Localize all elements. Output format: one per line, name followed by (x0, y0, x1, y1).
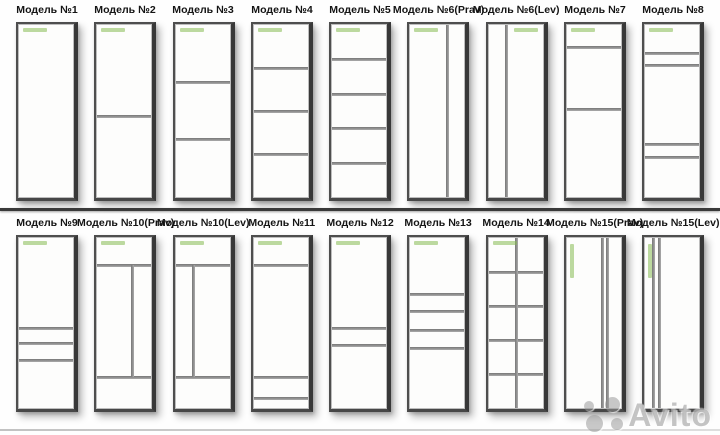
bottom-edge-line (0, 429, 720, 431)
green-watermark-tag (571, 28, 595, 32)
door-schematic--12 (329, 235, 391, 412)
green-watermark-tag (258, 28, 282, 32)
horizontal-divider (97, 376, 151, 379)
vertical-divider (606, 238, 609, 408)
door-panel (488, 237, 544, 409)
green-watermark-tag (180, 28, 204, 32)
model-label: Модель №11 (248, 217, 316, 229)
door-panel (331, 237, 387, 409)
model-label: Модель №7 (564, 4, 626, 16)
model-cell--11 (243, 217, 321, 412)
model-label: Модель №6(Prav) (392, 4, 484, 16)
horizontal-divider (410, 347, 464, 350)
horizontal-divider (176, 81, 230, 84)
door-panel (18, 237, 74, 409)
green-watermark-tag (336, 28, 360, 32)
door-panel (409, 24, 465, 198)
model-cell--5 (321, 4, 399, 201)
horizontal-divider (332, 127, 386, 130)
model-label: Модель №14 (482, 217, 551, 229)
horizontal-divider (254, 376, 308, 379)
model-label: Модель №4 (251, 4, 313, 16)
door-schematic--15(prav) (564, 235, 626, 412)
vertical-divider (652, 238, 655, 408)
green-watermark-tag (570, 244, 574, 278)
horizontal-divider (19, 359, 73, 362)
model-cell--10(lev) (157, 217, 250, 412)
models-row-1 (0, 4, 720, 201)
model-label: Модель №3 (172, 4, 235, 16)
model-label: Модель №9 (16, 217, 78, 229)
horizontal-divider (176, 138, 230, 141)
door-panel (566, 237, 622, 409)
door-schematic--15(lev) (642, 235, 704, 412)
green-watermark-tag (493, 241, 517, 245)
door-panel (644, 24, 700, 198)
model-label: Модель №15(Lev) (626, 217, 720, 229)
model-cell--2 (86, 4, 164, 201)
door-panel (18, 24, 74, 198)
door-schematic--10(lev) (173, 235, 235, 412)
horizontal-divider (19, 342, 73, 345)
model-label: Модель №12 (326, 217, 394, 229)
door-schematic--7 (564, 22, 626, 201)
horizontal-divider (97, 264, 151, 267)
model-label: Модель №10(Lev) (157, 217, 250, 229)
horizontal-divider (410, 329, 464, 332)
horizontal-divider (254, 153, 308, 156)
horizontal-divider (19, 327, 73, 330)
horizontal-divider (332, 93, 386, 96)
vertical-divider (446, 25, 449, 197)
vertical-divider (192, 265, 195, 377)
vertical-divider (658, 238, 661, 408)
door-schematic--8 (642, 22, 704, 201)
door-panel (488, 24, 544, 198)
door-panel (96, 237, 152, 409)
horizontal-divider (176, 376, 230, 379)
horizontal-divider (254, 67, 308, 70)
green-watermark-tag (414, 28, 438, 32)
door-panel (644, 237, 700, 409)
green-watermark-tag (23, 241, 47, 245)
models-row-2 (0, 217, 720, 412)
horizontal-divider (567, 46, 621, 49)
door-schematic--4 (251, 22, 313, 201)
model-cell--7 (556, 4, 634, 201)
avito-watermark-text: Avito (628, 397, 712, 433)
door-panel (253, 237, 309, 409)
door-schematic--3 (173, 22, 235, 201)
horizontal-divider (645, 52, 699, 55)
green-watermark-tag (101, 241, 125, 245)
model-cell--3 (165, 4, 243, 201)
vertical-divider (601, 238, 604, 408)
model-cell--15(prav) (546, 217, 644, 412)
door-schematic--10(prav) (94, 235, 156, 412)
green-watermark-tag (514, 28, 538, 32)
door-panel (253, 24, 309, 198)
model-cell--6(prav) (392, 4, 484, 201)
door-schematic--6(prav) (407, 22, 469, 201)
green-watermark-tag (180, 241, 204, 245)
door-panel (331, 24, 387, 198)
door-schematic--1 (16, 22, 78, 201)
door-schematic--6(lev) (486, 22, 548, 201)
model-cell--12 (321, 217, 399, 412)
green-watermark-tag (414, 241, 438, 245)
model-label: Модель №8 (642, 4, 704, 16)
door-schematic--13 (407, 235, 469, 412)
door-panel (175, 24, 231, 198)
horizontal-divider (254, 397, 308, 400)
green-watermark-tag (648, 244, 652, 278)
door-panel (175, 237, 231, 409)
horizontal-divider (410, 310, 464, 313)
model-label: Модель №5 (329, 4, 391, 16)
model-label: Модель №6(Lev) (473, 4, 560, 16)
model-label: Модель №15(Prav) (546, 217, 644, 229)
model-label: Модель №13 (404, 217, 472, 229)
vertical-divider (515, 238, 518, 408)
horizontal-divider (97, 115, 151, 118)
horizontal-divider (176, 264, 230, 267)
model-cell--15(lev) (626, 217, 720, 412)
model-label: Модель №10(Prav) (76, 217, 174, 229)
horizontal-divider (332, 58, 386, 61)
door-panel (96, 24, 152, 198)
horizontal-divider (332, 162, 386, 165)
horizontal-divider (254, 264, 308, 267)
green-watermark-tag (336, 241, 360, 245)
model-cell--14 (478, 217, 556, 412)
row-separator-line (0, 208, 720, 211)
door-panel (409, 237, 465, 409)
door-schematic--9 (16, 235, 78, 412)
horizontal-divider (332, 344, 386, 347)
green-watermark-tag (258, 241, 282, 245)
model-label: Модель №1 (16, 4, 78, 16)
model-cell--9 (8, 217, 86, 412)
model-cell--8 (634, 4, 712, 201)
model-cell--13 (399, 217, 477, 412)
horizontal-divider (332, 327, 386, 330)
horizontal-divider (645, 143, 699, 146)
model-label: Модель №2 (94, 4, 156, 16)
horizontal-divider (254, 110, 308, 113)
model-cell--6(lev) (473, 4, 560, 201)
door-schematic--14 (486, 235, 548, 412)
horizontal-divider (567, 108, 621, 111)
vertical-divider (505, 25, 508, 197)
door-schematic--5 (329, 22, 391, 201)
model-cell--1 (8, 4, 86, 201)
green-watermark-tag (101, 28, 125, 32)
horizontal-divider (645, 156, 699, 159)
model-cell--4 (243, 4, 321, 201)
model-cell--10(prav) (76, 217, 174, 412)
green-watermark-tag (23, 28, 47, 32)
horizontal-divider (645, 64, 699, 67)
green-watermark-tag (649, 28, 673, 32)
door-panel (566, 24, 622, 198)
horizontal-divider (410, 293, 464, 296)
door-schematic--2 (94, 22, 156, 201)
door-schematic--11 (251, 235, 313, 412)
vertical-divider (131, 265, 134, 377)
